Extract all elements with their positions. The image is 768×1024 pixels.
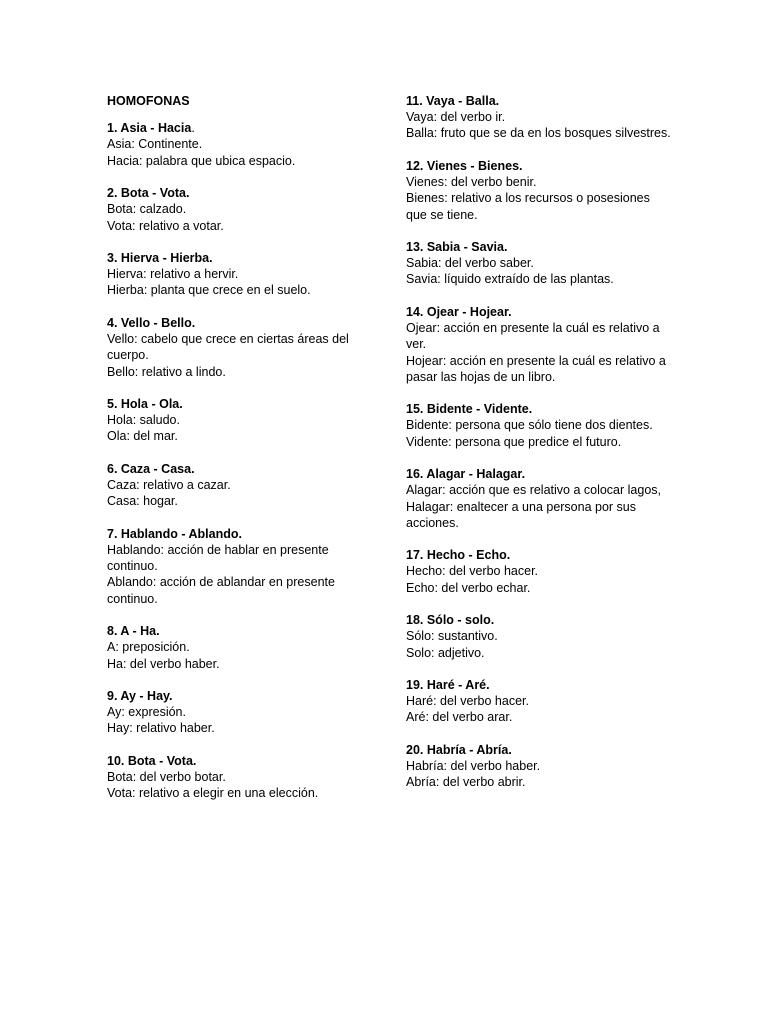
entry-definition: Balla: fruto que se da en los bosques silvestres.: [406, 126, 671, 141]
entry-definition: A: preposición.: [107, 640, 190, 655]
homophone-entry: [406, 304, 671, 385]
homophone-entry: [107, 315, 372, 380]
entry-heading-row: [406, 401, 671, 417]
entry-definition: Hay: relativo haber.: [107, 721, 215, 736]
left-column: [107, 93, 372, 818]
entry-definition: Halagar: enaltecer a una persona por sus acciones.: [406, 499, 637, 530]
entry-heading: 16. Alagar - Halagar.: [406, 467, 526, 482]
entry-definition: Hola: saludo.: [107, 413, 180, 428]
entry-heading-row: [107, 623, 372, 639]
entry-heading-row: [406, 239, 671, 255]
entry-heading-row: [406, 466, 671, 482]
entry-heading-row: [406, 158, 671, 174]
entry-heading-row: [107, 315, 372, 331]
entry-heading: 12. Vienes - Bienes.: [406, 158, 523, 173]
entry-definition: Solo: adjetivo.: [406, 645, 485, 660]
entry-heading: 14. Ojear - Hojear.: [406, 304, 512, 319]
homophone-entry: [107, 688, 372, 737]
entry-heading-row: [107, 185, 372, 201]
entry-heading-row: [406, 742, 671, 758]
left-entry-list: [107, 120, 372, 801]
homophone-entry: [406, 742, 671, 791]
entry-heading: 6. Caza - Casa.: [107, 461, 195, 476]
entry-definition: Vota: relativo a votar.: [107, 218, 224, 233]
entry-definition: Hacia: palabra que ubica espacio.: [107, 153, 296, 168]
entry-heading-row: [107, 461, 372, 477]
entry-definition: Ojear: acción en presente la cuál es relativo a ver.: [406, 321, 660, 352]
entry-definition: Ay: expresión.: [107, 705, 186, 720]
entry-heading-row: [107, 250, 372, 266]
homophone-entry: [107, 185, 372, 234]
homophone-entry: [107, 250, 372, 299]
entry-definition: Hierva: relativo a hervir.: [107, 267, 239, 282]
right-column: [406, 93, 671, 807]
entry-definition: Bidente: persona que sólo tiene dos dientes.: [406, 418, 653, 433]
entry-definition: Habría: del verbo haber.: [406, 759, 541, 774]
homophone-entry: [107, 526, 372, 607]
entry-heading: 10. Bota - Vota.: [107, 753, 197, 768]
entry-heading: 3. Hierva - Hierba.: [107, 251, 213, 266]
entry-heading-row: [406, 677, 671, 693]
entry-definition: Sabia: del verbo saber.: [406, 256, 534, 271]
entry-heading-trailing: .: [191, 121, 195, 136]
entry-heading: 18. Sólo - solo.: [406, 613, 495, 628]
entry-definition: Casa: hogar.: [107, 494, 178, 509]
entry-heading-row: [107, 396, 372, 412]
entry-heading: 13. Sabia - Savia.: [406, 240, 508, 255]
entry-definition: Vaya: del verbo ir.: [406, 110, 506, 125]
entry-heading-row: [406, 304, 671, 320]
entry-heading: 8. A - Ha.: [107, 624, 160, 639]
entry-definition: Bello: relativo a lindo.: [107, 364, 226, 379]
homophone-entry: [406, 547, 671, 596]
homophone-entry: [406, 158, 671, 223]
entry-heading: 20. Habría - Abría.: [406, 742, 512, 757]
entry-heading: 7. Hablando - Ablando.: [107, 526, 242, 541]
entry-definition: Hojear: acción en presente la cuál es relativo a pasar las hojas de un libro.: [406, 353, 666, 384]
entry-definition: Hecho: del verbo hacer.: [406, 564, 539, 579]
entry-heading-row: [406, 612, 671, 628]
entry-heading: 15. Bidente - Vidente.: [406, 402, 533, 417]
entry-heading-row: [107, 526, 372, 542]
entry-definition: Hablando: acción de hablar en presente continuo.: [107, 543, 329, 574]
entry-definition: Ablando: acción de ablandar en presente continuo.: [107, 575, 335, 606]
document-title: HOMOFONAS: [107, 94, 190, 108]
entry-heading-row: [107, 688, 372, 704]
entry-heading: 17. Hecho - Echo.: [406, 548, 511, 563]
entry-definition: Hierba: planta que crece en el suelo.: [107, 283, 311, 298]
homophone-entry: [406, 612, 671, 661]
entry-heading: 4. Vello - Bello.: [107, 315, 196, 330]
right-entry-list: [406, 93, 671, 791]
entry-definition: Caza: relativo a cazar.: [107, 478, 231, 493]
homophone-entry: [406, 677, 671, 726]
entry-heading: 11. Vaya - Balla.: [406, 94, 500, 108]
homophone-entry: [107, 120, 372, 169]
homophone-entry: [107, 396, 372, 445]
homophone-entry: [406, 466, 671, 531]
entry-definition: Savia: líquido extraído de las plantas.: [406, 272, 614, 287]
entry-definition: Alagar: acción que es relativo a colocar lagos,: [406, 483, 662, 498]
homophone-entry: [406, 93, 671, 142]
entry-heading-row: [107, 753, 372, 769]
entry-definition: Aré: del verbo arar.: [406, 710, 513, 725]
entry-definition: Vidente: persona que predice el futuro.: [406, 434, 622, 449]
entry-definition: Vello: cabelo que crece en ciertas áreas del cuerpo.: [107, 332, 349, 363]
entry-heading: 9. Ay - Hay.: [107, 689, 173, 704]
homophone-entry: [406, 401, 671, 450]
entry-heading-row: [406, 93, 671, 109]
homophone-entry: [107, 753, 372, 802]
entry-heading-row: [406, 547, 671, 563]
entry-heading: 1. Asia - Hacia: [107, 121, 192, 136]
entry-definition: Abría: del verbo abrir.: [406, 775, 526, 790]
homophone-entry: [107, 623, 372, 672]
homophone-entry: [406, 239, 671, 288]
entry-definition: Ha: del verbo haber.: [107, 656, 220, 671]
entry-definition: Bota: calzado.: [107, 202, 187, 217]
entry-definition: Bienes: relativo a los recursos o posesiones que se tiene.: [406, 191, 650, 222]
entry-definition: Asia: Continente.: [107, 137, 203, 152]
entry-heading-row: [107, 120, 372, 136]
entry-heading: 2. Bota - Vota.: [107, 186, 190, 201]
entry-definition: Haré: del verbo hacer.: [406, 694, 529, 709]
entry-definition: Echo: del verbo echar.: [406, 580, 531, 595]
entry-definition: Vienes: del verbo benir.: [406, 175, 537, 190]
entry-definition: Bota: del verbo botar.: [107, 770, 226, 785]
entry-definition: Sólo: sustantivo.: [406, 629, 498, 644]
entry-heading: 19. Haré - Aré.: [406, 678, 490, 693]
entry-definition: Ola: del mar.: [107, 429, 178, 444]
entry-definition: Vota: relativo a elegir en una elección.: [107, 786, 319, 801]
homophone-entry: [107, 461, 372, 510]
entry-heading: 5. Hola - Ola.: [107, 397, 183, 412]
